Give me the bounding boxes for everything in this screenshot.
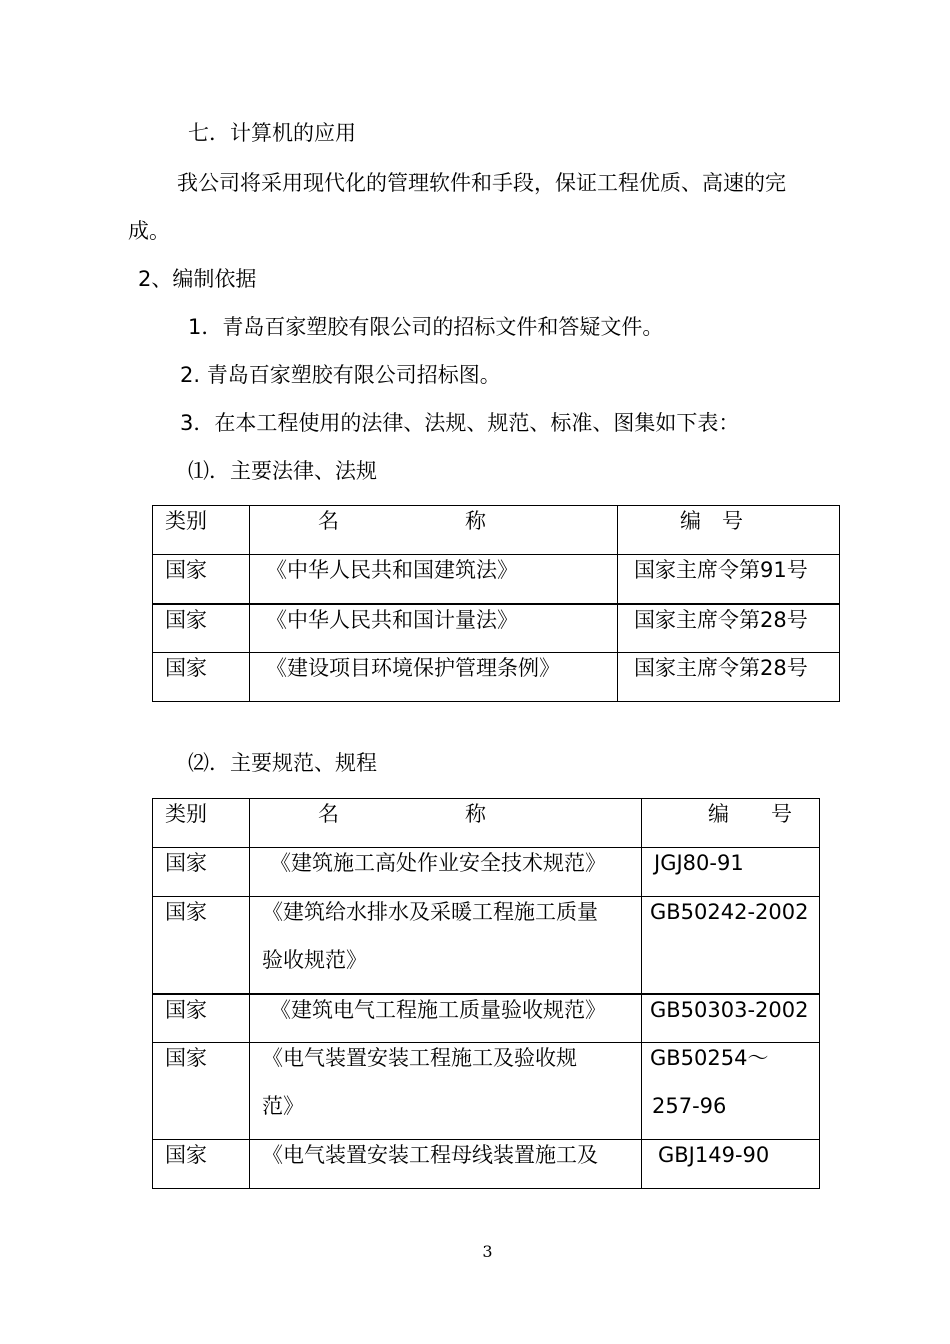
table-row	[153, 555, 840, 604]
cell-name: 《建设项目环境保护管理条例》	[250, 653, 618, 702]
cell-code-line-2: 257-96	[652, 1094, 727, 1118]
table-row	[153, 1140, 820, 1189]
cell-code: 国家主席令第28号	[618, 604, 840, 653]
cell-category: 国家	[153, 555, 250, 604]
paragraph-software: 我公司将采用现代化的管理软件和手段，保证工程优质、高速的完	[177, 171, 786, 195]
heading-compilation-basis: 2、编制依据	[138, 267, 257, 291]
header-name: 名 称	[250, 506, 618, 555]
cell-code: JGJ80-91	[642, 848, 820, 897]
cell-name-line-2: 验收规范》	[262, 948, 367, 972]
table-row	[153, 653, 840, 702]
table-row	[153, 897, 820, 994]
cell-name-line-1: 《电气装置安装工程施工及验收规	[262, 1046, 577, 1070]
table-row	[153, 604, 840, 653]
cell-code: 国家主席令第28号	[618, 653, 840, 702]
table-row	[153, 848, 820, 897]
cell-category: 国家	[153, 994, 250, 1043]
table-row	[153, 994, 820, 1043]
heading-computer-application: 七．计算机的应用	[188, 121, 356, 145]
cell-name: 《中华人民共和国计量法》	[250, 604, 618, 653]
cell-name: 《建筑电气工程施工质量验收规范》	[250, 994, 642, 1043]
laws-table	[152, 505, 840, 702]
header-category: 类别	[153, 506, 250, 555]
cell-code-line-1: GB50254～	[650, 1046, 769, 1070]
header-name: 名 称	[250, 799, 642, 848]
page-number: 3	[482, 1242, 493, 1261]
cell-name: 《中华人民共和国建筑法》	[250, 555, 618, 604]
cell-name	[250, 1043, 642, 1140]
table-header-row	[153, 799, 820, 848]
basis-item-1: 1．青岛百家塑胶有限公司的招标文件和答疑文件。	[188, 315, 664, 339]
table-row	[153, 1043, 820, 1140]
basis-item-2: 2. 青岛百家塑胶有限公司招标图。	[180, 363, 501, 387]
cell-name-line-2: 范》	[262, 1094, 304, 1118]
cell-category: 国家	[153, 897, 250, 994]
subheading-standards: ⑵．主要规范、规程	[188, 751, 377, 775]
cell-name	[250, 897, 642, 994]
cell-category: 国家	[153, 1140, 250, 1189]
cell-code	[642, 1043, 820, 1140]
cell-name: 《电气装置安装工程母线装置施工及	[250, 1140, 642, 1189]
cell-code: GBJ149-90	[642, 1140, 820, 1189]
cell-code: GB50303-2002	[642, 994, 820, 1043]
cell-category: 国家	[153, 604, 250, 653]
cell-code: GB50242-2002	[642, 897, 820, 994]
table-header-row	[153, 506, 840, 555]
cell-category: 国家	[153, 1043, 250, 1140]
cell-code: 国家主席令第91号	[618, 555, 840, 604]
header-category: 类别	[153, 799, 250, 848]
cell-name: 《建筑施工高处作业安全技术规范》	[250, 848, 642, 897]
basis-item-3: 3．在本工程使用的法律、法规、规范、标准、图集如下表：	[180, 411, 740, 435]
header-code: 编 号	[642, 799, 820, 848]
cell-name-line-1: 《建筑给水排水及采暖工程施工质量	[262, 900, 598, 924]
cell-category: 国家	[153, 848, 250, 897]
cell-category: 国家	[153, 653, 250, 702]
header-code: 编 号	[618, 506, 840, 555]
standards-table	[152, 798, 820, 1189]
paragraph-software-cont: 成。	[128, 219, 170, 243]
subheading-laws: ⑴．主要法律、法规	[188, 459, 377, 483]
